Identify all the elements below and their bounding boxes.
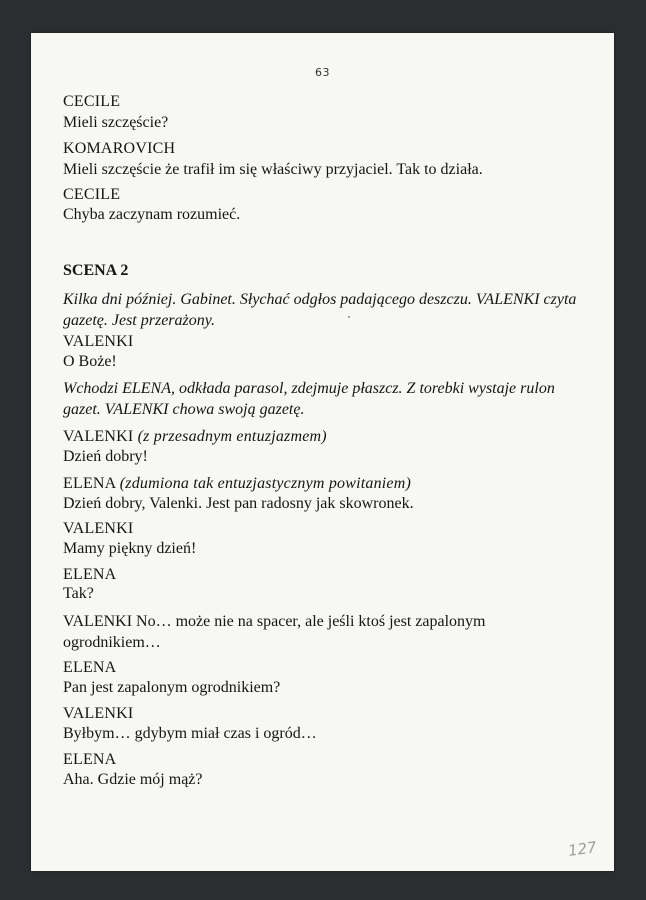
speaker-name: VALENKI <box>63 613 133 630</box>
parenthetical-direction: (zdumiona tak entuzjastycznym powitaniem) <box>119 475 412 492</box>
dialogue-line: Dzień dobry, Valenki. Jest pan radosny jak skowronek. <box>63 495 414 512</box>
dialogue-line: Pan jest zapalonym ogrodnikiem? <box>63 679 281 696</box>
dialogue-line: Aha. Gdzie mój mąż? <box>63 771 203 788</box>
dialogue-line: Mieli szczęście że trafił im się właściwy przyjaciel. Tak to działa. <box>63 161 483 178</box>
dialogue-line: Byłbym… gdybym miał czas i ogród… <box>63 725 317 742</box>
paper-speck <box>348 316 350 318</box>
speaker-name: ELENA <box>63 751 117 768</box>
speaker-name: ELENA <box>63 659 117 676</box>
speaker-name: ELENA <box>63 475 116 492</box>
dialogue-line: O Boże! <box>63 353 117 370</box>
speaker-name: VALENKI <box>63 428 134 445</box>
speaker-name: VALENKI <box>63 520 134 537</box>
speaker-name: ELENA <box>63 566 117 583</box>
dialogue-line: No… może nie na spacer, ale jeśli ktoś jest zapalonym ogrodnikiem… <box>63 613 486 651</box>
dialogue-line: Tak? <box>63 585 94 602</box>
dialogue-line-inline <box>63 611 493 653</box>
stage-direction: Wchodzi ELENA, odkłada parasol, zdejmuje płaszcz. Z torebki wystaje rulon gazet. VALENKI chowa swoją gazetę. <box>63 380 555 418</box>
speaker-line-with-direction <box>63 426 327 447</box>
dialogue-line: Chyba zaczynam rozumieć. <box>63 206 241 223</box>
speaker-name: KOMAROVICH <box>63 140 176 157</box>
stage-direction: Kilka dni później. Gabinet. Słychać odgłos padającego deszczu. VALENKI czyta gazetę. Jest przerażony. <box>63 291 577 329</box>
speaker-name: CECILE <box>63 93 121 110</box>
dialogue-line: Dzień dobry! <box>63 448 148 465</box>
dialogue-line: Mamy piękny dzień! <box>63 540 197 557</box>
handwritten-page-mark: 127 <box>566 838 598 860</box>
speaker-name: CECILE <box>63 186 121 203</box>
page-number: 63 <box>315 66 330 79</box>
parenthetical-direction: (z przesadnym entuzjazmem) <box>137 428 327 445</box>
speaker-line-with-direction <box>63 473 411 494</box>
scene-heading: SCENA 2 <box>63 262 129 279</box>
speaker-name: VALENKI <box>63 705 134 722</box>
document-page <box>31 33 614 871</box>
dialogue-line: Mieli szczęście? <box>63 114 169 131</box>
speaker-name: VALENKI <box>63 333 134 350</box>
